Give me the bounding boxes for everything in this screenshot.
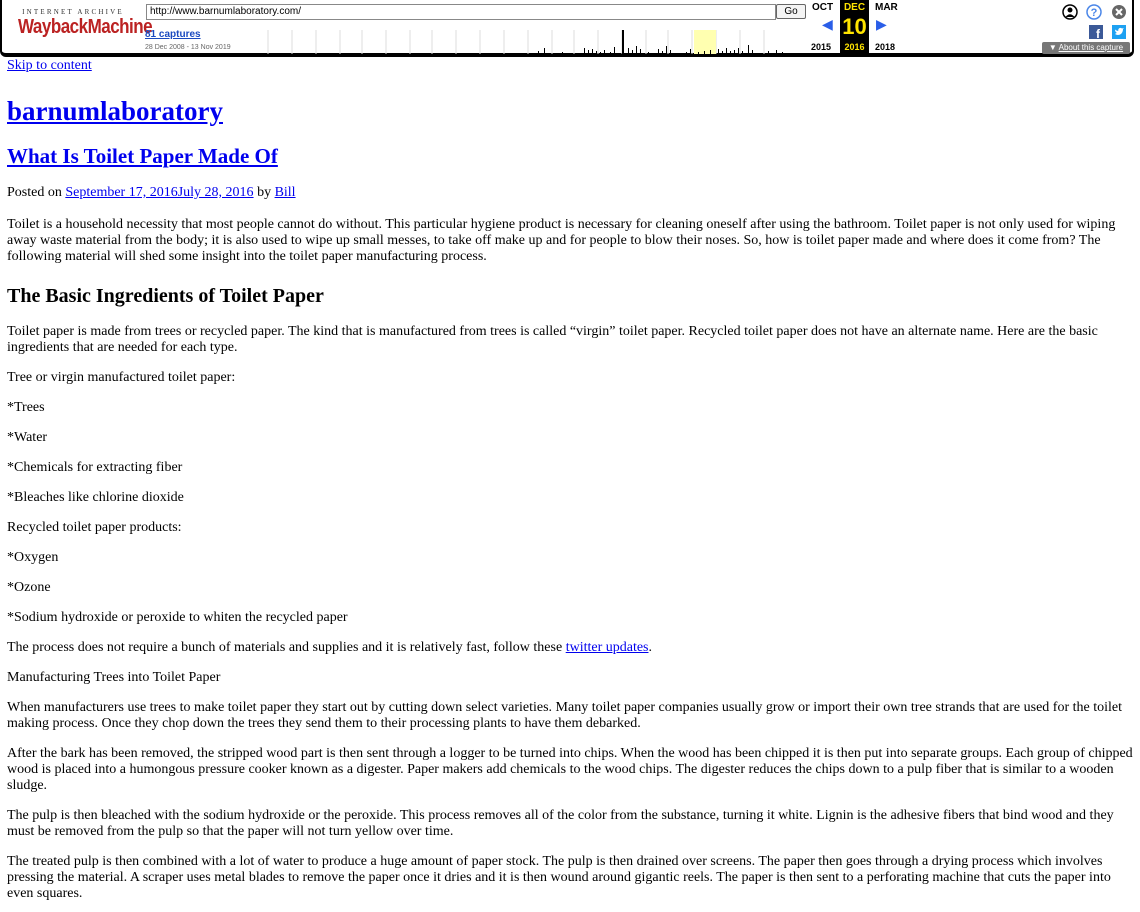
list-item: *Trees [7,400,45,415]
next-capture-arrow-icon[interactable]: ▶ [876,16,887,32]
prev-month-label[interactable]: OCT [812,2,834,13]
skip-to-content-link[interactable]: Skip to content [7,58,92,73]
list-item: *Bleaches like chlorine dioxide [7,490,184,505]
ingredients-intro: Toilet paper is made from trees or recycled paper. The kind that is manufactured from trees is called “virgin” toilet paper. Recycled toilet paper does not have an alternate name. Here are the basic ingredients that are needed for each type. [7,324,1098,355]
list-item: *Water [7,430,48,445]
current-month-label: DEC [843,2,866,13]
author-link[interactable]: Bill [274,185,296,200]
facebook-icon[interactable] [1089,25,1103,39]
capture-date-range: 28 Dec 2008 - 13 Nov 2019 [145,44,231,51]
go-button[interactable]: Go [776,4,806,19]
help-icon[interactable] [1086,4,1102,20]
logo-wayback-machine-text: WaybackMachine [18,15,153,38]
next-month-label[interactable]: MAR [875,2,898,13]
list-item: *Oxygen [7,550,59,565]
user-icon[interactable] [1062,4,1078,20]
post-date-link[interactable]: September 17, 2016July 28, 2016 [65,185,254,200]
list-item: *Chemicals for extracting fiber [7,460,183,475]
recycled-heading: Recycled toilet paper products: [7,520,182,535]
current-day-label: 10 [842,14,867,39]
tree-heading: Tree or virgin manufactured toilet paper: [7,370,236,385]
twitter-updates-link[interactable]: twitter updates [565,640,649,655]
caret-down-icon: ▼ [1048,43,1057,52]
site-title-link[interactable]: barnumlaboratory [7,96,223,126]
process-paragraph [7,640,1135,656]
next-year-label[interactable]: 2018 [875,42,896,52]
list-item: *Sodium hydroxide or peroxide to whiten the recycled paper [7,610,348,625]
prev-capture-arrow-icon[interactable]: ◀ [822,16,833,32]
svg-text:f: f [1096,27,1100,39]
prev-year-label[interactable]: 2015 [811,42,832,52]
intro-paragraph: Toilet is a household necessity that most people cannot do without. This particular hygiene product is necessary for cleaning oneself after using the bathroom. Toilet paper is not only used for wiping away waste material from the body; it is also used to wipe up small messes, to take off make up and for people to blow their noses. So, how is toilet paper made and where does it come from? The following material will shed some insight into the toilet paper manufacturing process. [7,217,1116,264]
body-paragraph: When manufacturers use trees to make toilet paper they start out by cutting down select varieties. Many toilet paper companies usually grow or import their own tree strands that are used for the toilet making process. Once they chop down the trees they send them to their processing plants to have them debarked. [7,700,1122,731]
capture-sparkline[interactable] [248,26,788,54]
post-title-link[interactable]: What Is Toilet Paper Made Of [7,144,278,168]
process-text: The process does not require a bunch of materials and supplies and it is relatively fast, follow these [7,640,566,655]
wayback-logo[interactable] [18,8,153,38]
logo-internet-archive-text: INTERNET ARCHIVE [22,8,124,16]
manufacturing-heading: Manufacturing Trees into Toilet Paper [7,670,221,685]
posted-on-text: Posted on [7,185,66,200]
about-capture-label: About this capture [1058,43,1124,52]
close-icon[interactable] [1111,4,1127,20]
process-end: . [648,640,652,655]
post-meta [7,184,1135,202]
svg-text:?: ? [1090,7,1098,19]
site-title [7,95,1135,127]
by-text: by [253,185,275,200]
body-paragraph: The treated pulp is then combined with a lot of water to produce a huge amount of paper stock. The pulp is then drained over screens. The paper then goes through a drying process which involves pressing the material. A scraper uses metal blades to remove the paper once it dries and it is then wound around gigantic reels. The paper is then sent to a perforating machine that cuts the paper into even squares. [7,854,1111,901]
body-paragraph: The pulp is then bleached with the sodium hydroxide or the peroxide. This process removes all of the color from the substance, turning it white. Lignin is the adhesive fibers that bind wood and they must be removed from the pulp so that the paper will not turn yellow over time. [7,808,1114,839]
current-year-label: 2016 [844,42,865,52]
section-heading: The Basic Ingredients of Toilet Paper [7,285,324,307]
post-title [7,143,1135,169]
captures-link[interactable]: 81 captures [145,29,201,40]
body-paragraph: After the bark has been removed, the stripped wood part is then sent through a logger to be turned into chips. When the wood has been chipped it is then put into separate groups. Each group of chipped wood is placed into a humongous pressure cooker known as a digester. Paper makers add chemicals to the wood chips. The digester reduces the chips down to a pulp fiber that is similar to a wooden sludge. [7,746,1133,793]
twitter-icon[interactable] [1112,25,1126,39]
page-content [7,58,1135,902]
list-item: *Ozone [7,580,51,595]
wayback-toolbar [0,0,1134,57]
url-input[interactable]: http://www.barnumlaboratory.com/ [146,4,776,20]
about-capture-button[interactable] [1042,42,1130,54]
